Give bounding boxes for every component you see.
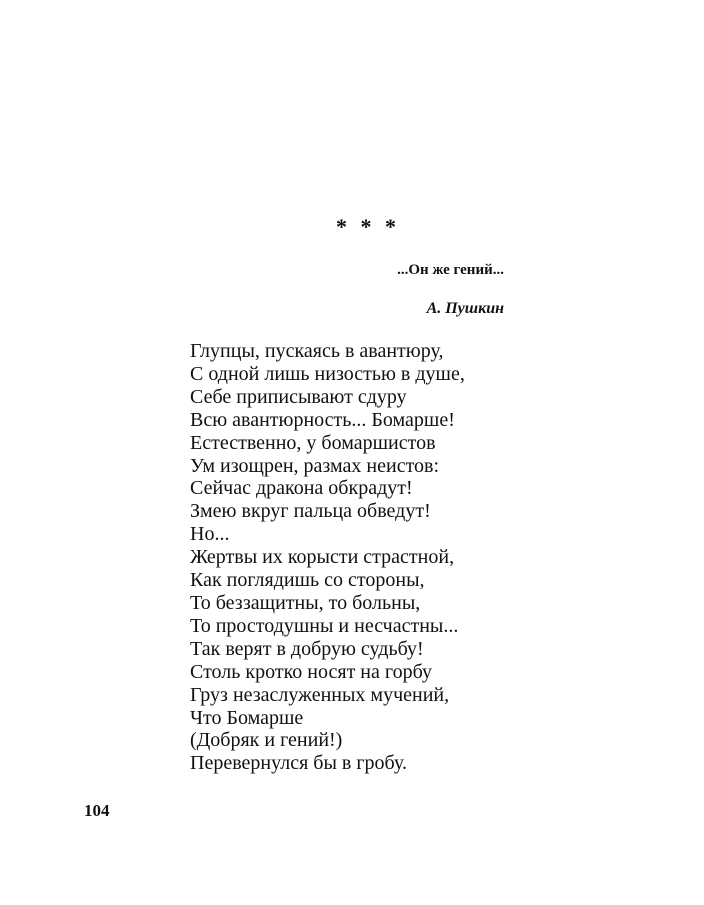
poem-line: (Добряк и гений!) [190,729,343,752]
poem-line: Так верят в добрую судьбу! [190,637,424,660]
poem-line: Но... [190,523,230,546]
poem-line: С одной лишь низостью в душе, [190,362,465,385]
epigraph-text: ...Он же гений... [397,262,504,278]
poem-body [190,340,465,775]
poem-line: Естественно, у бомаршистов [190,431,436,454]
poem-line: Перевернулся бы в гробу. [190,752,407,775]
epigraph-author: А. Пушкин [426,300,504,317]
poem-line: Как поглядишь со стороны, [190,569,425,592]
section-marker: * * * [336,214,400,239]
poem-line: Груз незаслуженных мучений, [190,683,450,706]
poem-line: Себе приписывают сдуру [190,385,407,408]
poem-line: Жертвы их корысти страстной, [190,546,455,569]
poem-line: Глупцы, пускаясь в авантюру, [190,340,444,362]
poem-line: То простодушны и несчастны... [190,614,459,637]
poem-line: Ум изощрен, размах неистов: [190,454,440,477]
poem-line: Сейчас дракона обкрадут! [190,477,413,500]
poem-line: Что Бомарше [190,706,304,729]
poem-line: Змею вкруг пальца обведут! [190,500,431,523]
poem-line: Столь кротко носят на горбу [190,660,433,683]
poem-line: То беззащитны, то больны, [190,591,421,614]
page-number: 104 [84,801,110,820]
poem-line: Всю авантюрность... Бомарше! [190,408,455,431]
